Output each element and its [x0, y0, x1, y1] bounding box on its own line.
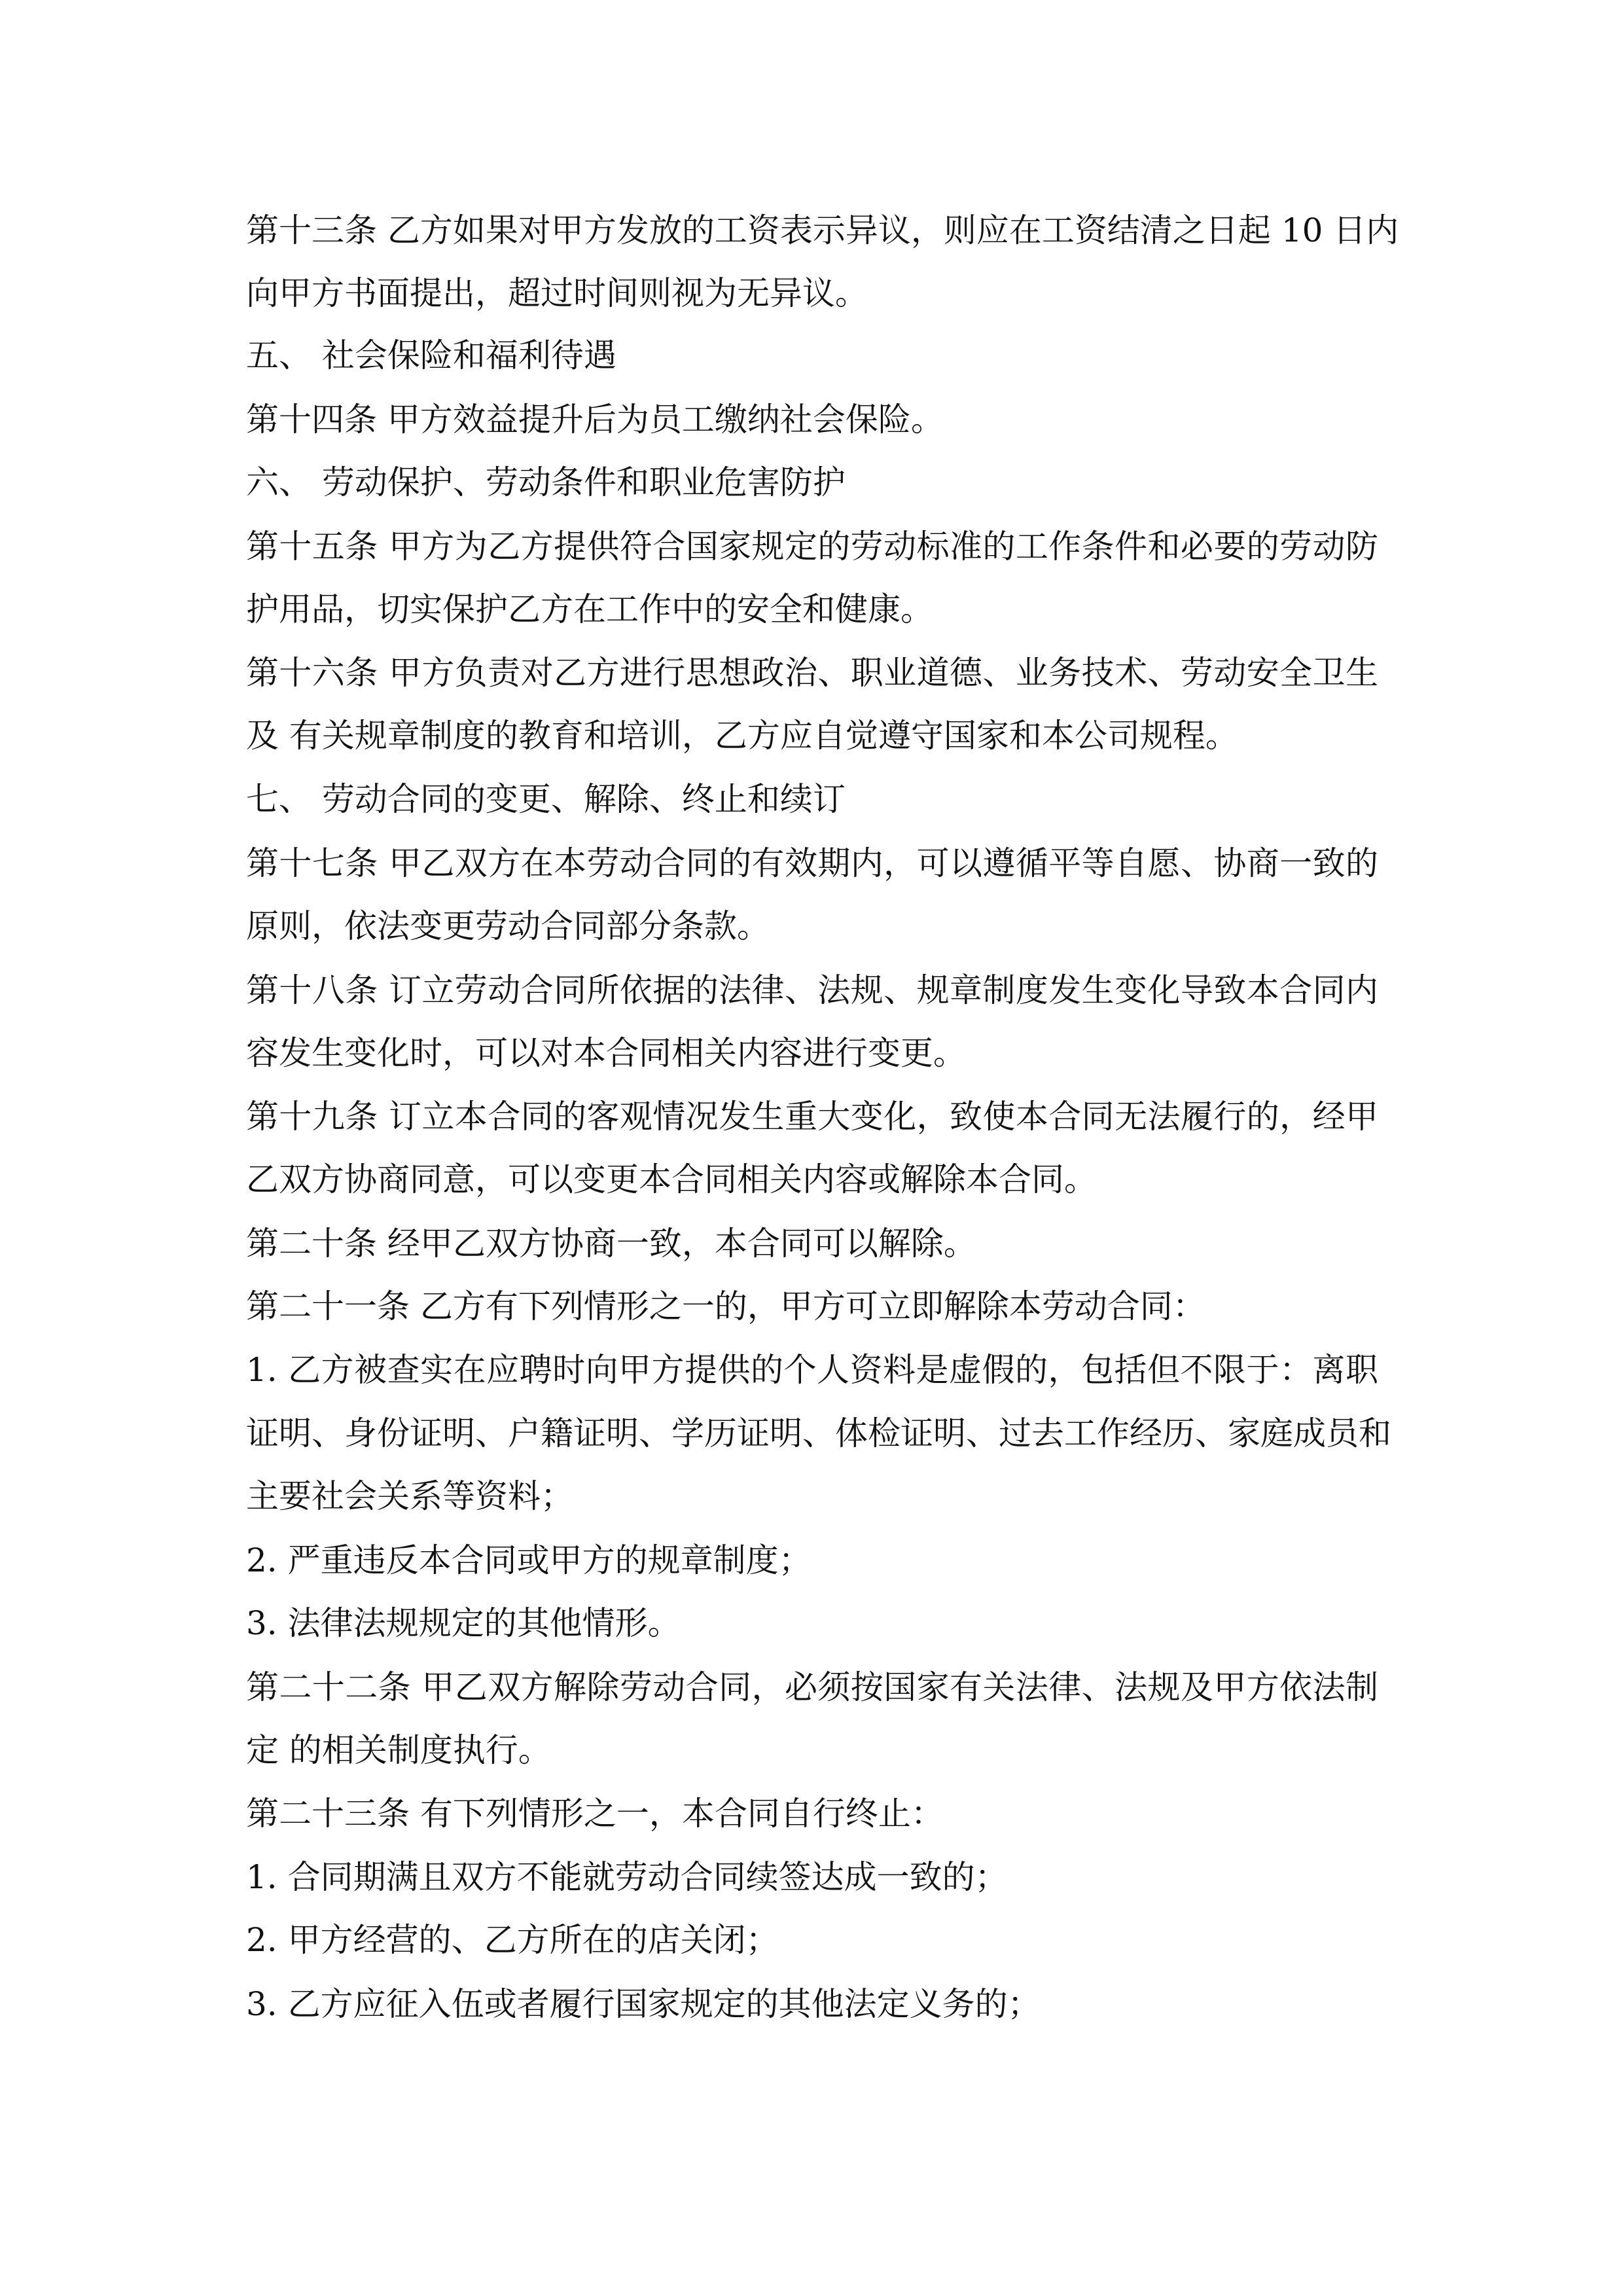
text-line: 第十四条 甲方效益提升后为员工缴纳社会保险。 [246, 401, 944, 439]
section-heading: 七、 劳动合同的变更、解除、终止和续订 [246, 780, 846, 818]
list-item: 1. 合同期满且双方不能就劳动合同续签达成一致的； [246, 1858, 1008, 1896]
text-line: 第十九条 订立本合同的客观情况发生重大变化，致使本合同无法履行的，经甲 [246, 1098, 1378, 1136]
text-line: 定 的相关制度执行。 [246, 1731, 551, 1769]
text-line: 第二十三条 有下列情形之一，本合同自行终止： [246, 1795, 944, 1833]
text-line: 1. 乙方被查实在应聘时向甲方提供的个人资料是虚假的，包括但不限于：离职 [246, 1351, 1378, 1389]
text-line: 乙双方协商同意，可以变更本合同相关内容或解除本合同。 [246, 1160, 1097, 1198]
text-line: 及 有关规章制度的教育和培训，乙方应自觉遵守国家和本公司规程。 [246, 717, 1238, 755]
section-heading: 五、 社会保险和福利待遇 [246, 336, 616, 374]
text-line: 第十八条 订立劳动合同所依据的法律、法规、规章制度发生变化导致本合同内 [246, 971, 1378, 1009]
text-line: 第十七条 甲乙双方在本劳动合同的有效期内，可以遵循平等自愿、协商一致的 [246, 844, 1378, 882]
text-line: 向甲方书面提出，超过时间则视为无异议。 [246, 274, 868, 312]
list-item: 3. 法律法规规定的其他情形。 [246, 1604, 681, 1642]
text-line: 原则，依法变更劳动合同部分条款。 [246, 907, 770, 945]
text-line: 第十五条 甲方为乙方提供符合国家规定的劳动标准的工作条件和必要的劳动防 [246, 528, 1378, 565]
text-line: 容发生变化时，可以对本合同相关内容进行变更。 [246, 1034, 966, 1072]
text-line: 证明、身份证明、户籍证明、学历证明、体检证明、过去工作经历、家庭成员和 [246, 1414, 1391, 1452]
list-item: 2. 严重违反本合同或甲方的规章制度； [246, 1541, 812, 1579]
section-heading: 六、 劳动保护、劳动条件和职业危害防护 [246, 463, 846, 501]
text-line: 第二十条 经甲乙双方协商一致，本合同可以解除。 [246, 1225, 976, 1263]
text-line: 第二十二条 甲乙双方解除劳动合同，必须按国家有关法律、法规及甲方依法制 [246, 1668, 1378, 1706]
text-line: 第十三条 乙方如果对甲方发放的工资表示异议，则应在工资结清之日起 10 日内 [246, 211, 1399, 249]
text-line: 护用品，切实保护乙方在工作中的安全和健康。 [246, 590, 933, 628]
text-line: 主要社会关系等资料； [246, 1477, 573, 1515]
text-line: 第十六条 甲方负责对乙方进行思想政治、职业道德、业务技术、劳动安全卫生 [246, 654, 1378, 692]
text-line: 第二十一条 乙方有下列情形之一的，甲方可立即解除本劳动合同： [246, 1287, 1205, 1325]
list-item: 2. 甲方经营的、乙方所在的店关闭； [246, 1921, 779, 1959]
list-item: 3. 乙方应征入伍或者履行国家规定的其他法定义务的； [246, 1985, 1041, 2023]
